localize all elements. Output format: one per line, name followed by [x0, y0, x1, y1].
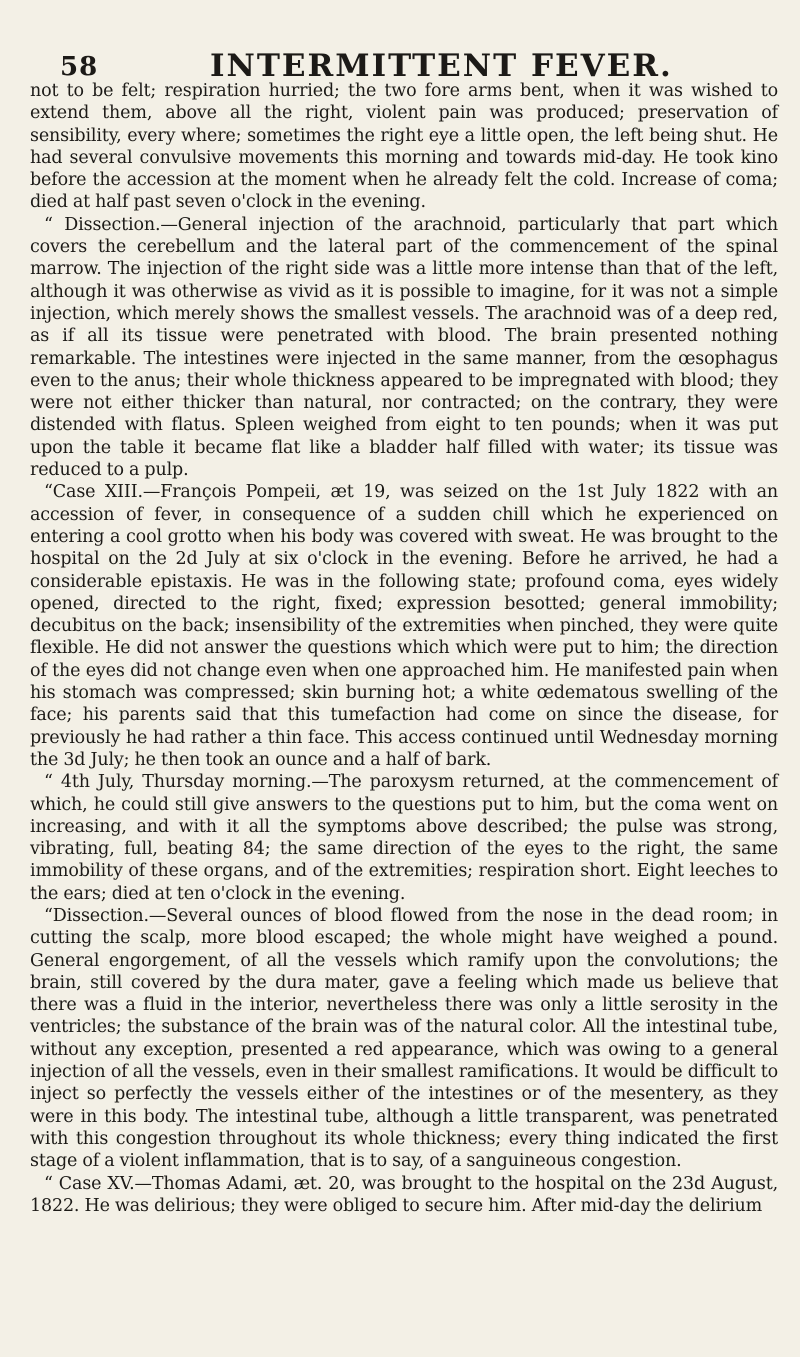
paragraph-case-13: “Case XIII.—François Pompeii, æt 19, was seized on the 1st July 1822 with an accession of fever, in consequence of a sudden chill which he experienced on entering a cool grotto when his body was covered with sweat. He was brought to the hospital on the 2d July at six o'clock in the evening. Before he arrived, he had a considerable epistaxis. He was in the following state; profound coma, eyes widely opened, directed to the right, fixed; expression besotted; general immobility; decubitus on the back; insensibility of the extremities when pinched, they were quite flexible. He did not answer the questions which which were put to him; the direction of the eyes did not change even when one approached him. He manifested pain when his stomach was compressed; skin burning hot; a white œdematous swelling of the face; his parents said that this tumefaction had come on since the disease, for previously he had rather a thin face. This access continued until Wednesday morning the 3d July; he then took an ounce and a half of bark.	[30, 482, 778, 770]
running-head	[30, 0, 778, 84]
paragraph-continuation: not to be felt; respiration hurried; the two fore arms bent, when it was wished to extend them, above all the right, violent pain was produced; preservation of sensibility, every where; sometimes the right eye a little open, the left being shut. He had several convulsive movements this morning and towards mid-day. He took kino before the accession at the moment when he already felt the cold. Increase of coma; died at half past seven o'clock in the evening.	[30, 81, 778, 213]
page-number: 58	[60, 52, 99, 82]
body-text	[30, 80, 778, 1217]
paragraph-4th-july: “ 4th July, Thursday morning.—The paroxysm returned, at the commencement of which, he could still give answers to the questions put to him, but the coma went on increasing, and with it all the symptoms above described; the pulse was strong, vibrating, full, beating 84; the same direction of the eyes to the right, the same immobility of these organs, and of the extremities; respiration short. Eight leeches to the ears; died at ten o'clock in the evening.	[30, 772, 778, 904]
running-title: INTERMITTENT FEVER.	[210, 48, 673, 84]
paragraph-case-15: “ Case XV.—Thomas Adami, æt. 20, was brought to the hospital on the 23d August, 1822. He was delirious; they were obliged to secure him. After mid-day the delirium	[30, 1173, 778, 1216]
paragraph-dissection-case-12: “ Dissection.—General injection of the arachnoid, particularly that part which covers the cerebellum and the lateral part of the commencement of the spinal marrow. The injection of the right side was a little more intense than that of the left, although it was otherwise as vivid as it is possible to imagine, for it was not a simple injection, which merely shows the smallest vessels. The arachnoid was of a deep red, as if all its tissue were penetrated with blood. The brain presented nothing remarkable. The intestines were injected in the same manner, from the œsophagus even to the anus; their whole thickness appeared to be impregnated with blood; they were not either thicker than natural, nor contracted; on the contrary, they were distended with flatus. Spleen weighed from eight to ten pounds; when it was put upon the table it became flat like a bladder half filled with water; its tissue was reduced to a pulp.	[30, 214, 778, 481]
paragraph-dissection-case-13: “Dissection.—Several ounces of blood flowed from the nose in the dead room; in cutting the scalp, more blood escaped; the whole might have weighed a pound. General engorgement, of all the vessels which ramify upon the convolutions; the brain, still covered by the dura mater, gave a feeling which made us believe that there was a fluid in the interior, nevertheless there was only a little serosity in the ventricles; the substance of the brain was of the natural color. All the intestinal tube, without any exception, presented a red appearance, which was owing to a general injection of all the vessels, even in their smallest ramifications. It would be difficult to inject so perfectly the vessels either of the intestines or of the mesentery, as they were in this body. The intestinal tube, although a little transparent, was penetrated with this congestion throughout its whole thickness; every thing indicated the first stage of a violent inflammation, that is to say, of a sanguineous congestion.	[30, 905, 778, 1172]
